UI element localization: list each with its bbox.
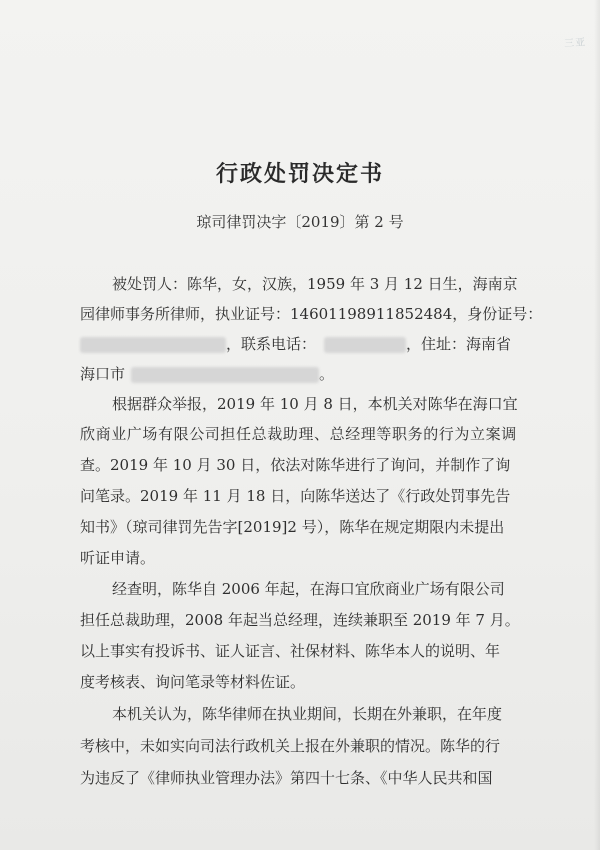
redacted-id-number bbox=[80, 337, 226, 353]
page-edge-shadow bbox=[594, 0, 600, 850]
p3-line-2: 担任总裁助理，2008 年起当总经理，连续兼职至 2019 年 7 月。 bbox=[80, 611, 520, 629]
p4-line-2: 考核中，未如实向司法行政机关上报在外兼职的情况。陈华的行 bbox=[80, 737, 501, 755]
redacted-phone-number bbox=[324, 337, 406, 353]
corner-stamp: 三亚 bbox=[563, 37, 587, 50]
p3-line-3: 以上事实有投诉书、证人证言、社保材料、陈华本人的说明、年 bbox=[80, 642, 501, 660]
p2-line-5: 知书》（琼司律罚先告字[2019]2 号），陈华在规定期限内未提出 bbox=[80, 518, 505, 536]
document-number: 琼司律罚决字〔2019〕第 2 号 bbox=[196, 213, 404, 231]
p1-line-4 bbox=[80, 363, 334, 384]
p4-line-3: 为违反了《律师执业管理办法》第四十七条、《中华人民共和国 bbox=[80, 769, 493, 787]
p2-line-1: 根据群众举报，2019 年 10 月 8 日，本机关对陈华在海口宜 bbox=[112, 395, 518, 413]
p1-line-2: 园律师事务所律师，执业证号：14601198911852484，身份证号： bbox=[80, 305, 543, 323]
p1-line-3-phone-label: ，联系电话： bbox=[226, 335, 317, 353]
p2-line-2: 欣商业广场有限公司担任总裁助理、总经理等职务的行为立案调 bbox=[80, 425, 517, 443]
p1-line-3 bbox=[80, 333, 511, 354]
p2-line-6: 听证申请。 bbox=[80, 549, 156, 567]
redacted-address bbox=[131, 367, 319, 383]
p3-line-1: 经查明，陈华自 2006 年起，在海口宜欣商业广场有限公司 bbox=[112, 580, 505, 598]
p1-line-4-end: 。 bbox=[319, 365, 335, 383]
p1-line-3-address-label: ，住址：海南省 bbox=[406, 335, 512, 353]
p2-line-4: 问笔录。2019 年 11 月 18 日，向陈华送达了《行政处罚事先告 bbox=[80, 487, 511, 505]
p4-line-1: 本机关认为，陈华律师在执业期间，长期在外兼职，在年度 bbox=[112, 705, 503, 723]
p3-line-4: 度考核表、询问笔录等材料佐证。 bbox=[80, 673, 306, 691]
p2-line-3: 查。2019 年 10 月 30 日，依法对陈华进行了询问，并制作了询 bbox=[80, 456, 511, 474]
p1-line-4-city: 海口市 bbox=[80, 365, 126, 383]
document-title: 行政处罚决定书 bbox=[215, 161, 384, 187]
p1-line-1: 被处罚人：陈华，女，汉族，1959 年 3 月 12 日生，海南京 bbox=[112, 275, 518, 293]
